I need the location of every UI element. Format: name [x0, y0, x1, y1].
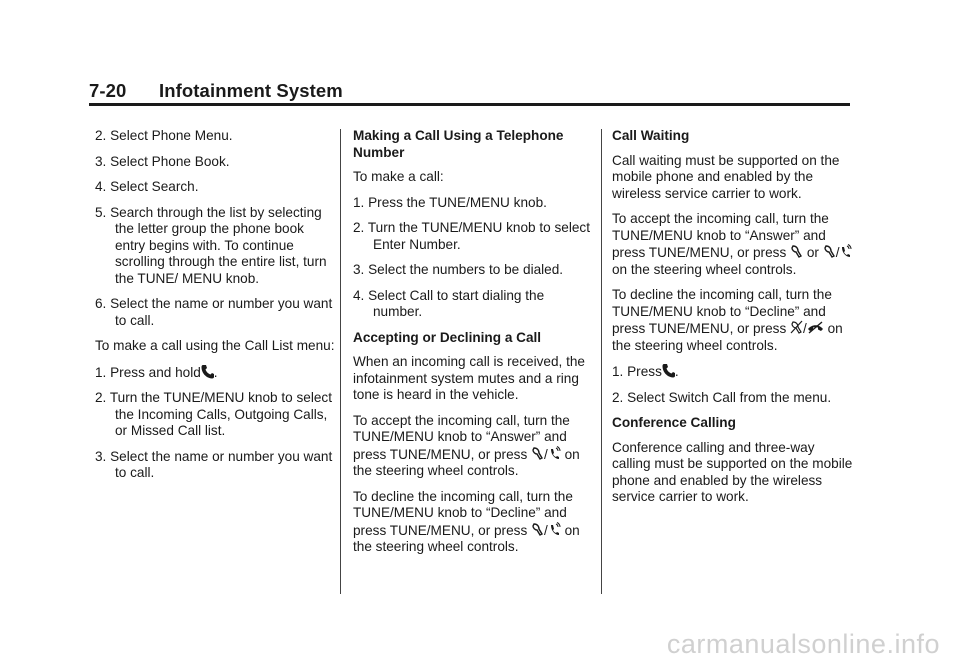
paragraph — [612, 211, 856, 278]
slash-separator: / — [544, 446, 548, 462]
push-to-talk-icon — [790, 244, 803, 259]
section-heading: Call Waiting — [612, 128, 690, 143]
list-item — [95, 364, 335, 382]
paragraph: When an incoming call is received, the infotainment system mutes and a ring tone is heard in the vehicle. — [353, 354, 585, 402]
slash-separator: / — [835, 245, 840, 260]
list-item: 1. Press the TUNE/MENU knob. — [353, 194, 547, 210]
phone-icon — [662, 363, 675, 378]
list-item: 6. Select the name or number you want to call. — [95, 296, 333, 328]
paragraph-text: on the steering wheel controls. — [353, 522, 580, 554]
page-number: 7-20 — [89, 80, 127, 101]
list-item: 4. Select Call to start dialing the number. — [353, 287, 545, 319]
voice-icon — [839, 244, 852, 259]
list-item — [612, 363, 856, 381]
mute-icon — [790, 320, 803, 335]
list-item: 5. Search through the list by selecting the letter group the phone book entry begins with. To continue scrolling through the entire list, turn the TUNE/ MENU knob. — [95, 204, 327, 286]
push-to-talk-icon — [531, 446, 544, 461]
paragraph — [353, 413, 593, 480]
section-heading: Conference Calling — [612, 415, 736, 430]
paragraph-text: on the steering wheel controls. — [612, 321, 843, 353]
section-title: Infotainment System — [159, 80, 343, 101]
header-rule — [89, 103, 850, 106]
voice-icon — [548, 522, 561, 537]
column-divider — [601, 129, 602, 594]
paragraph: To make a call using the Call List menu: — [95, 338, 335, 353]
watermark: carmanualsonline.info — [666, 629, 940, 659]
column-1 — [95, 128, 335, 491]
paragraph-text: or — [806, 245, 819, 260]
list-item: 2. Turn the TUNE/MENU knob to select the Incoming Calls, Outgoing Calls, or Missed Call list. — [95, 390, 332, 438]
list-item: 2. Turn the TUNE/MENU knob to select Enter Number. — [353, 220, 590, 252]
list-item: 3. Select the name or number you want to call. — [95, 448, 333, 480]
slash-separator: / — [803, 321, 807, 336]
step-text: 1. Press — [612, 364, 662, 379]
voice-icon — [548, 446, 561, 461]
paragraph: Conference calling and three-way calling must be supported on the mobile phone and enabled by the wireless service carrier to work. — [612, 439, 853, 504]
section-heading: Accepting or Declining a Call — [353, 329, 542, 345]
paragraph-text: on the steering wheel controls. — [353, 446, 580, 478]
push-to-talk-icon — [823, 244, 836, 259]
list-item: 3. Select Phone Book. — [95, 153, 230, 169]
push-to-talk-icon — [531, 522, 544, 537]
paragraph: To make a call: — [353, 169, 444, 184]
step-text: . — [674, 364, 679, 379]
paragraph — [353, 489, 593, 556]
paragraph-text: To accept the incoming call, turn the TUNE/MENU knob to “Answer” and press TUNE/MENU, or press — [353, 412, 570, 462]
list-item: 2. Select Switch Call from the menu. — [612, 389, 832, 405]
slash-separator: / — [544, 522, 548, 538]
list-item: 4. Select Search. — [95, 179, 199, 194]
paragraph — [612, 287, 856, 354]
end-call-icon — [807, 320, 824, 335]
phone-icon — [201, 364, 214, 379]
step-text: 1. Press and hold — [95, 364, 201, 380]
paragraph: Call waiting must be supported on the mobile phone and enabled by the wireless service carrier to work. — [612, 152, 840, 201]
paragraph-text: To accept the incoming call, turn the TUNE/MENU knob to “Answer” and press TUNE/MENU, or press — [612, 211, 829, 260]
list-item: 2. Select Phone Menu. — [95, 128, 233, 143]
paragraph-text: To decline the incoming call, turn the TUNE/MENU knob to “Decline” and press TUNE/MENU, or press — [612, 287, 832, 336]
column-divider — [340, 129, 341, 594]
section-heading: Making a Call Using a Telephone Number — [353, 128, 564, 160]
column-2 — [353, 128, 593, 565]
step-text: . — [213, 364, 218, 380]
list-item: 3. Select the numbers to be dialed. — [353, 262, 564, 277]
paragraph-text: To decline the incoming call, turn the TUNE/MENU knob to “Decline” and press TUNE/MENU, or press — [353, 488, 573, 538]
paragraph-text: on the steering wheel controls. — [612, 261, 797, 277]
column-3 — [612, 128, 856, 515]
